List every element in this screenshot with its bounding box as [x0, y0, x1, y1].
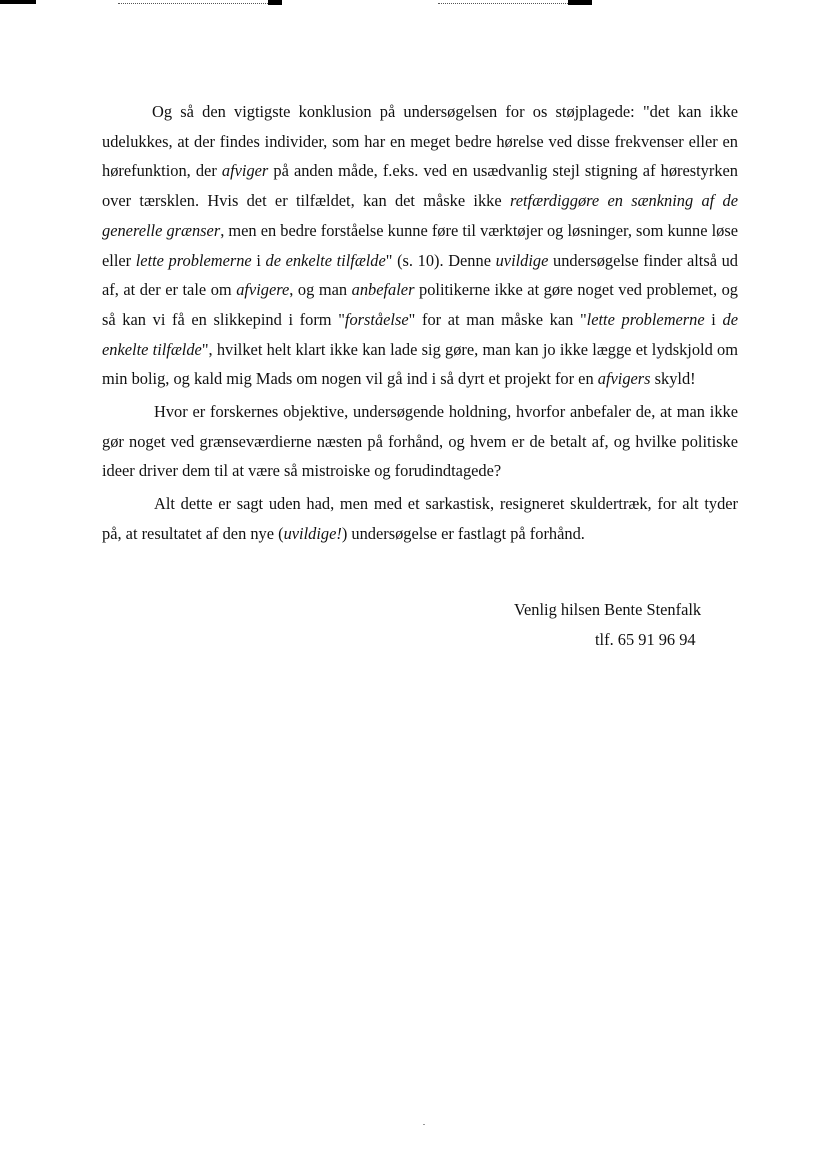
italic-phrase: lette problemerne — [586, 309, 705, 329]
scan-edge-mark — [118, 3, 268, 4]
text-run: skyld! — [650, 369, 696, 389]
text-run: Alt dette er sagt uden had, men med et sarkastisk, resigneret skuldertræk, for alt tyder på, at resultatet af den nye ( — [102, 494, 738, 543]
italic-phrase: lette problemerne — [135, 250, 252, 270]
italic-phrase: uvildige! — [283, 523, 342, 543]
paragraph — [102, 97, 738, 394]
text-run: ", hvilket helt klart ikke kan lade sig gøre, man kan jo ikke lægge et lydskjold om min bolig, og kald mig Mads om nogen vil gå ind i så dyrt et projekt for en — [102, 339, 738, 389]
text-run: på anden måde, f.eks. ved en usædvanlig stejl stigning af hørestyrken over tærsklen. Hvis det er tilfældet, kan det måske ikke — [102, 161, 739, 211]
text-run: Hvor er forskernes objektive, undersøgende holdning, hvorfor anbefaler de, at man ikke gør noget ved grænseværdierne næsten på forhånd, og hvem er de betalt af, og hvilke politiske ideer driver dem til at være så mistroiske og forudindtagede? — [102, 402, 738, 481]
text-run: ) undersøgelse er fastlagt på forhånd. — [341, 523, 585, 543]
text-run: Og så den vigtigste konklusion på undersøgelsen for os støjplagede: "det kan ikke udelukkes, at der findes individer, som har en meget bedre hørelse ved disse frekvenser eller en hørefunktion, der — [102, 102, 738, 181]
text-run: i — [251, 250, 266, 270]
text-run: i — [704, 309, 723, 329]
italic-phrase: afvigere — [236, 280, 290, 300]
scan-speck — [423, 1124, 425, 1125]
scan-edge-mark — [568, 0, 592, 5]
phone-number: tlf. 65 91 96 94 — [595, 630, 696, 649]
signature-block — [514, 595, 701, 655]
text-run: " for at man måske kan " — [408, 309, 587, 329]
italic-phrase: anbefaler — [351, 280, 415, 300]
paragraph — [102, 397, 738, 486]
text-run: , og man — [289, 280, 352, 300]
scan-edge-mark — [268, 0, 282, 5]
italic-phrase: afvigers — [597, 369, 651, 389]
italic-phrase: forståelse — [344, 309, 409, 329]
text-run: politikerne ikke at gøre noget ved problemet, og så kan vi få en slikkepind i form " — [102, 280, 738, 329]
scan-edge-mark — [438, 3, 568, 4]
italic-phrase: retfærdiggøre en sænkning af de generelle grænser — [102, 191, 738, 240]
text-run: , men en bedre forståelse kunne føre til værktøjer og løsninger, som kunne løse eller — [102, 220, 738, 270]
italic-phrase: de enkelte tilfælde — [265, 250, 386, 270]
italic-phrase: de enkelte tilfælde — [102, 309, 738, 359]
italic-phrase: afviger — [221, 161, 269, 181]
paragraph — [102, 489, 738, 548]
text-run: undersøgelse finder altså ud af, at der er tale om — [102, 250, 738, 300]
closing-line: Venlig hilsen Bente Stenfalk — [514, 600, 702, 619]
scan-edge-mark — [0, 0, 36, 4]
text-run: " (s. 10). Denne — [385, 250, 496, 270]
letter-body — [102, 97, 738, 552]
italic-phrase: uvildige — [495, 250, 549, 270]
